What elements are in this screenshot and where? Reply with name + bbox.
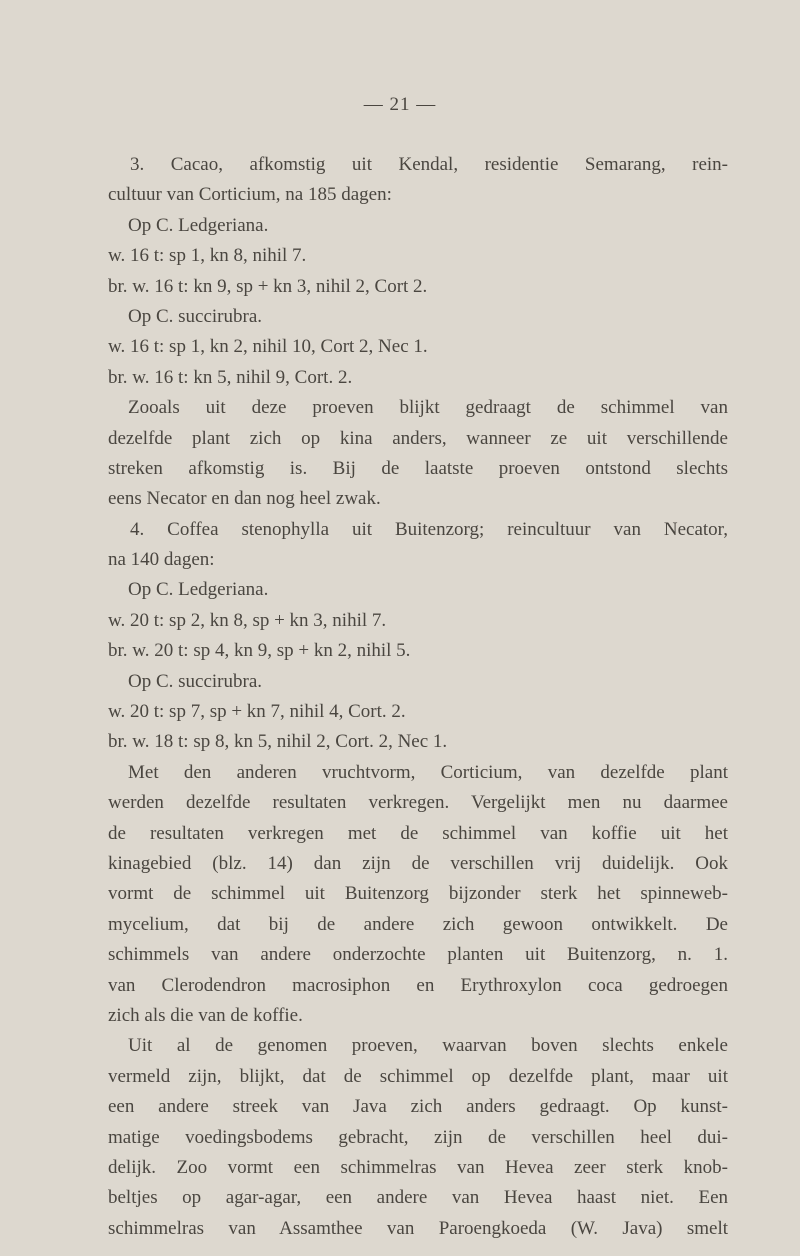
text-line: Op C. Ledgeriana. [128, 579, 269, 601]
text-line: delijk. Zoo vormt een schimmelras van Hevea zeer sterk knob- [108, 1156, 728, 1178]
text-line: cultuur van Corticium, na 185 dagen: [108, 184, 392, 206]
text-line: dezelfde plant zich op kina anders, wanneer ze uit verschillende [108, 427, 728, 449]
text-line: eens Necator en dan nog heel zwak. [108, 488, 381, 510]
page-number: — 21 — [363, 94, 437, 115]
text-line: vermeld zijn, blijkt, dat de schimmel op dezelfde plant, maar uit [108, 1065, 728, 1087]
text-line: Zooals uit deze proeven blijkt gedraagt de schimmel van [128, 397, 728, 419]
text-line: br. w. 18 t: sp 8, kn 5, nihil 2, Cort. 2, Nec 1. [108, 731, 448, 753]
text-line: zich als die van de koffie. [108, 1004, 303, 1026]
text-line: w. 20 t: sp 7, sp + kn 7, nihil 4, Cort. 2. [108, 701, 406, 723]
text-line: br. w. 16 t: kn 5, nihil 9, Cort. 2. [108, 366, 353, 388]
text-line: 4. Coffea stenophylla uit Buitenzorg; reincultuur van Necator, [130, 518, 728, 540]
text-line: w. 20 t: sp 2, kn 8, sp + kn 3, nihil 7. [108, 609, 387, 631]
text-line: Op C. succirubra. [128, 305, 263, 327]
text-line: Uit al de genomen proeven, waarvan boven slechts enkele [128, 1035, 728, 1057]
text-line: schimmelras van Assamthee van Paroengkoeda (W. Java) smelt [108, 1217, 728, 1239]
text-line: Op C. succirubra. [128, 670, 263, 692]
text-line: een andere streek van Java zich anders gedraagt. Op kunst- [108, 1096, 728, 1118]
body-text [108, 150, 728, 1244]
text-line: schimmels van andere onderzochte planten uit Buitenzorg, n. 1. [108, 944, 728, 966]
text-line: streken afkomstig is. Bij de laatste proeven ontstond slechts [108, 457, 728, 479]
text-line: w. 16 t: sp 1, kn 8, nihil 7. [108, 245, 307, 267]
text-line: w. 16 t: sp 1, kn 2, nihil 10, Cort 2, Nec 1. [108, 336, 428, 358]
text-line: de resultaten verkregen met de schimmel van koffie uit het [108, 822, 728, 844]
text-line: mycelium, dat bij de andere zich gewoon ontwikkelt. De [108, 913, 728, 935]
text-line: Op C. Ledgeriana. [128, 214, 269, 236]
text-line: na 140 dagen: [108, 549, 215, 571]
text-line: van Clerodendron macrosiphon en Erythroxylon coca gedroegen [108, 974, 728, 996]
text-line: br. w. 16 t: kn 9, sp + kn 3, nihil 2, Cort 2. [108, 275, 428, 297]
text-line: Met den anderen vruchtvorm, Corticium, van dezelfde plant [128, 761, 728, 783]
text-line: kinagebied (blz. 14) dan zijn de verschillen vrij duidelijk. Ook [108, 852, 728, 874]
text-line: vormt de schimmel uit Buitenzorg bijzonder sterk het spinneweb- [108, 883, 728, 905]
text-line: matige voedingsbodems gebracht, zijn de verschillen heel dui- [108, 1126, 728, 1148]
text-line: beltjes op agar-agar, een andere van Hevea haast niet. Een [108, 1187, 728, 1209]
text-line: 3. Cacao, afkomstig uit Kendal, residentie Semarang, rein- [130, 154, 728, 175]
text-line: br. w. 20 t: sp 4, kn 9, sp + kn 2, nihil 5. [108, 640, 411, 662]
text-line: werden dezelfde resultaten verkregen. Vergelijkt men nu daarmee [108, 792, 728, 814]
